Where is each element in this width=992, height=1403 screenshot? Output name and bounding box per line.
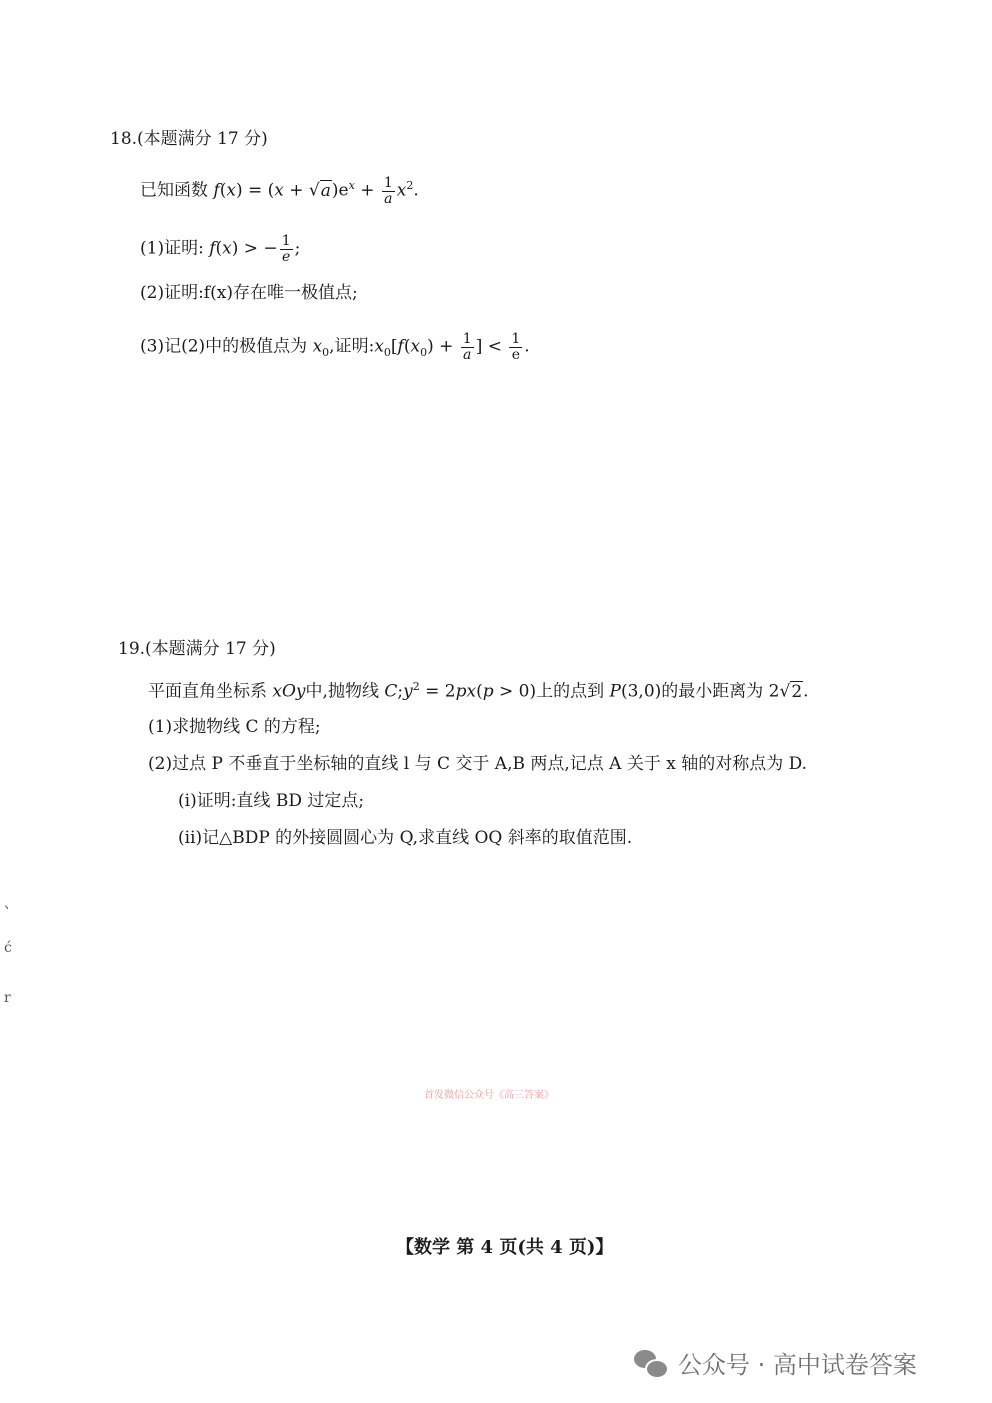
q19-intro-c: 上的点到 — [536, 681, 605, 702]
q19-part2-i: (ⅰ)证明:直线 BD 过定点; — [178, 791, 365, 811]
q18-part2: (2)证明:f(x)存在唯一极值点; — [140, 283, 358, 303]
q18-part1-label: (1)证明: — [140, 238, 204, 259]
q19-header: 19.(本题满分 17 分) — [118, 639, 276, 659]
q19-part2: (2)过点 P 不垂直于坐标轴的直线 l 与 C 交于 A,B 两点,记点 A 关于 x 轴的对称点为 D. — [148, 754, 808, 774]
q19-part2-ii: (ⅱ)记△BDP 的外接圆圆心为 Q,求直线 OQ 斜率的取值范围. — [178, 828, 633, 848]
wechat-label-text: 公众号 · 高中试卷答案 — [678, 1351, 917, 1379]
q18-intro-text: 已知函数 — [140, 180, 208, 201]
page-footer: 【数学 第 4 页(共 4 页)】 — [396, 1237, 614, 1258]
scan-mark: r — [4, 990, 11, 1006]
q19-intro-a: 平面直角坐标系 — [148, 681, 267, 702]
q18-header: 18.(本题满分 17 分) — [110, 129, 268, 149]
wechat-account-label[interactable] — [634, 1345, 917, 1380]
q19-intro: 平面直角坐标系 xOy中,抛物线 $C;y^2 = 2px(p > 0)$上的点到 P(3,0)的最小距离为 2√2. — [148, 680, 809, 702]
q19-part1: (1)求抛物线 C 的方程; — [148, 717, 321, 737]
q19-intro-d: 的最小距离为 — [661, 681, 764, 702]
q18-part3: (3)记(2)中的极值点为 $x_0$,证明$:x_0[f(x_0)$ + $\frac{1}{a}$ ] < $\frac{1}{e}$ . — [140, 331, 530, 363]
scan-mark: ć — [4, 940, 12, 956]
wechat-icon — [634, 1346, 668, 1380]
q18-part1: (1)证明: f(x) > − $\frac{1}{e}$ ; — [140, 233, 301, 265]
q18-intro: 已知函数 $f(x) = (x + √a)e^x$ + $\frac{1}{a}$ $x^2$. — [140, 175, 419, 207]
scan-mark: 、 — [4, 896, 18, 912]
watermark-text: 首发微信公众号《高三答案》 — [424, 1090, 554, 1101]
q19-intro-b: 中,抛物线 — [305, 681, 379, 702]
q18-part3-label: (3)记(2)中的极值点为 — [140, 336, 308, 357]
q18-part3-mid: ,证明: — [329, 336, 375, 357]
